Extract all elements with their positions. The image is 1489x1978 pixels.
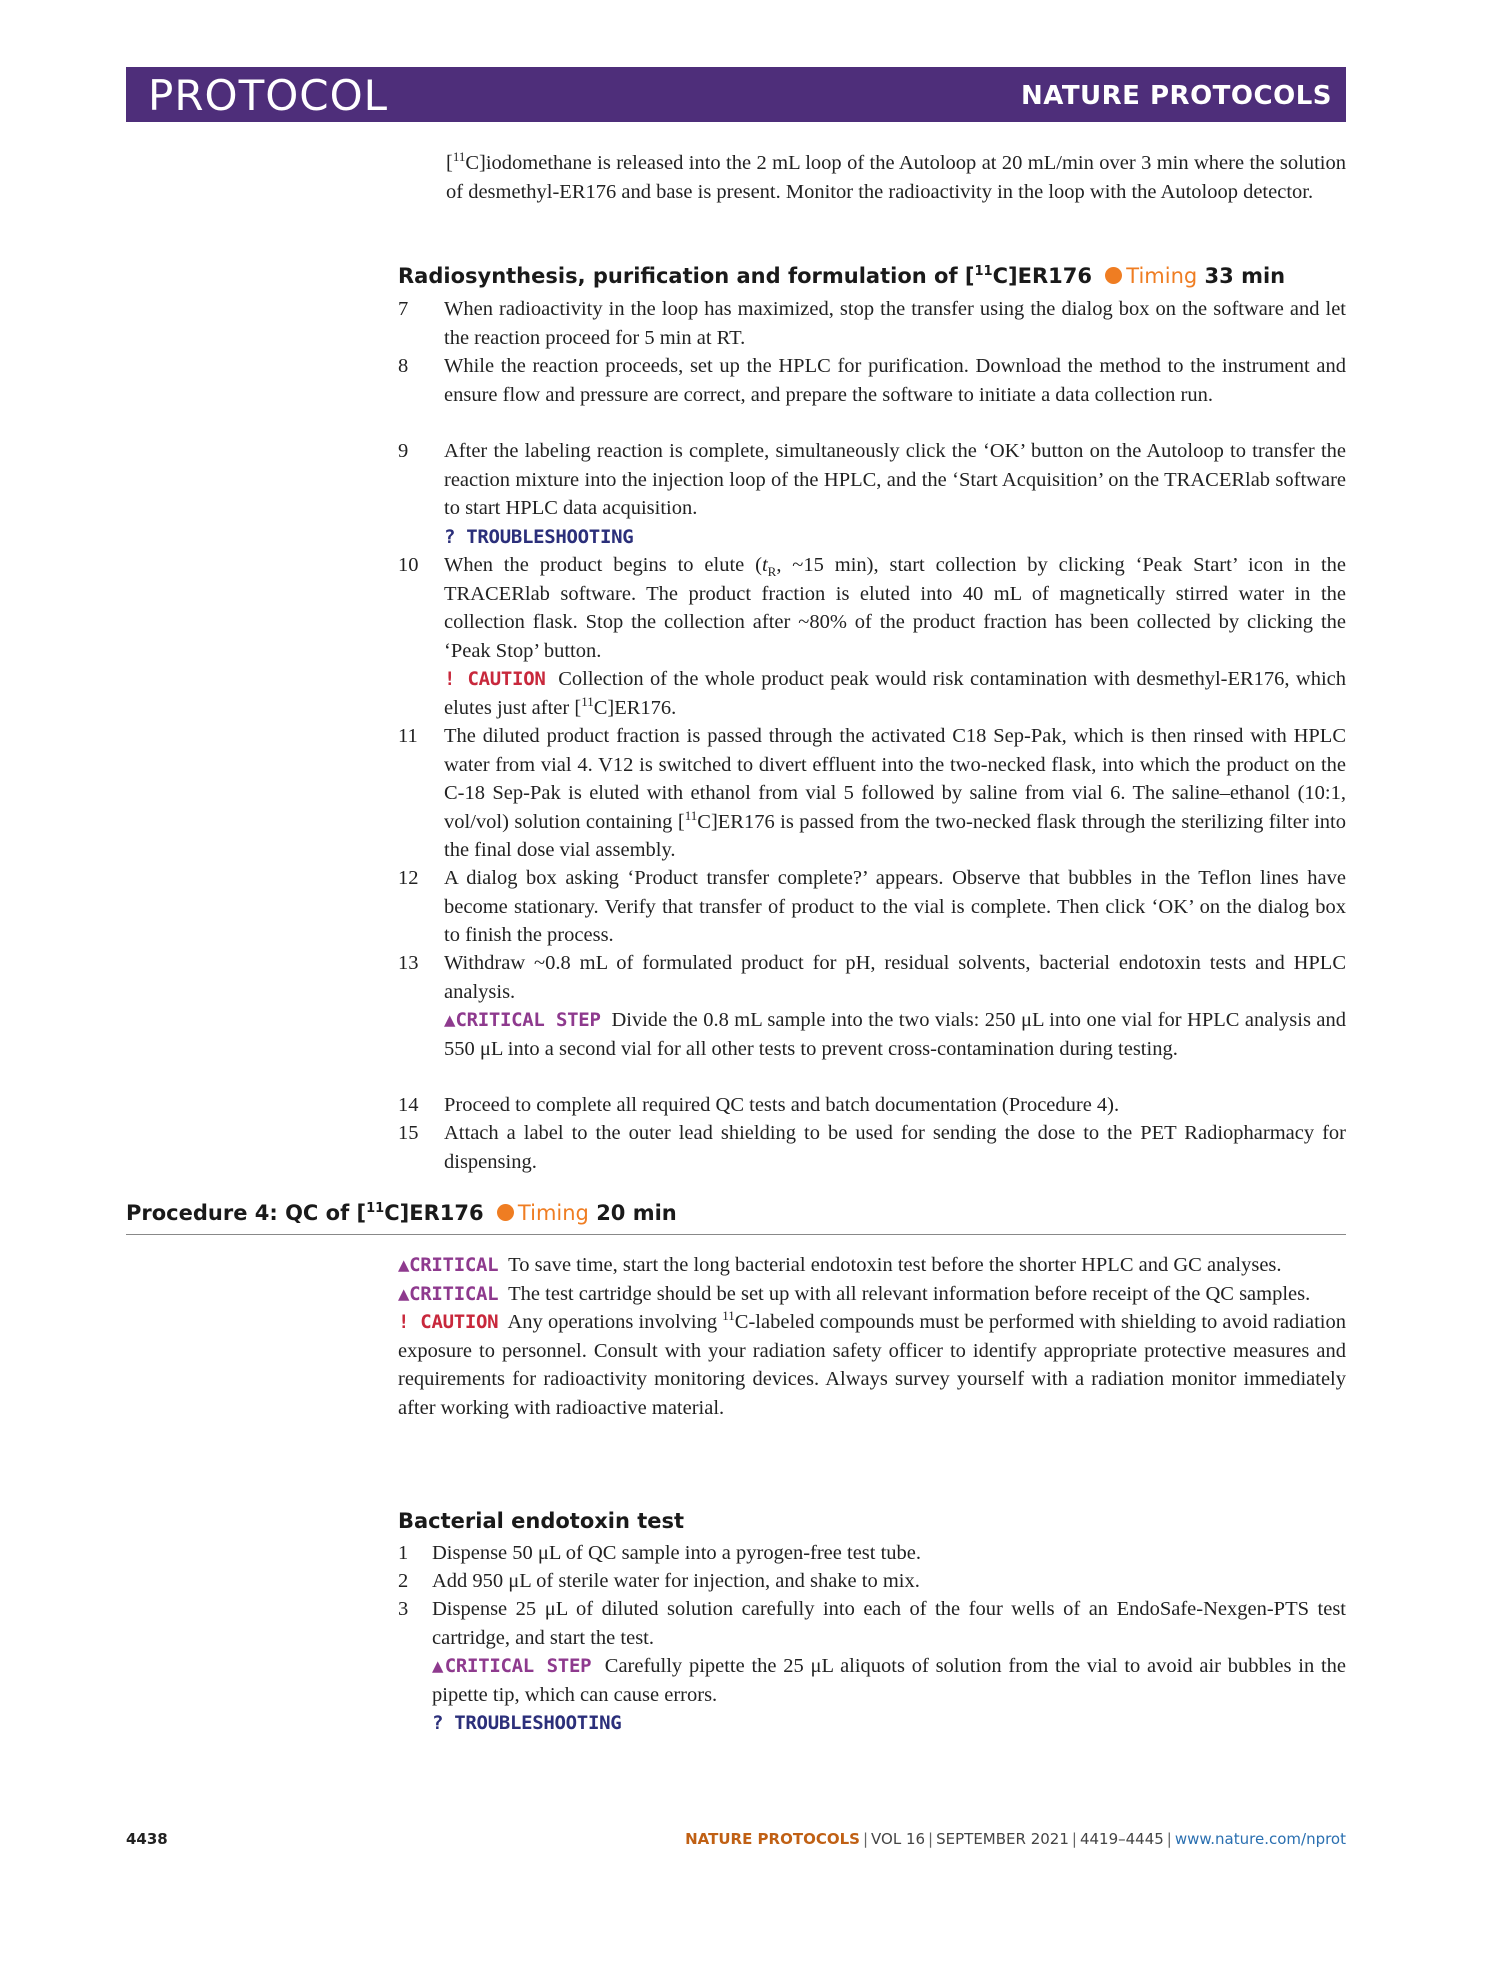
timing-dot-icon — [497, 1204, 514, 1221]
step-11: 11 The diluted product fraction is passed through the activated C18 Sep-Pak, which is then rinsed with HPLC water from vial 4. V12 is switched to divert effluent into the two-necked flask, into which the product on the C-18 Sep-Pak is eluted with ethanol from vial 5 followed by saline from vial 6. The saline–ethanol (10:1, vol/vol) solution containing [$^{11}$C]ER176 is passed from the two-necked flask through the sterilizing filter into the final dose vial assembly. — [398, 725, 1347, 861]
journal-label: NATURE PROTOCOLS — [1020, 81, 1332, 111]
page-number: 4438 — [126, 1830, 168, 1848]
troubleshooting-link[interactable]: ? TROUBLESHOOTING — [432, 1712, 622, 1734]
section-heading-procedure4: Procedure 4: QC of [$^{11}$C]ER176 Timing 20 min — [126, 1201, 677, 1225]
step-13: 13 Withdraw ~0.8 mL of formulated product for pH, residual solvents, bacterial endotoxin tests and HPLC analysis. ▲CRITICAL STEP Divide the 0.8 mL sample into the two vials: 250 μL into one vial for HPLC analysis and 550 μL into a second vial for all other tests to prevent cross-contamination during testing. — [398, 952, 1346, 1060]
header-banner — [126, 67, 1346, 122]
journal-url-link[interactable]: www.nature.com/nprot — [1174, 1830, 1346, 1848]
caution-tag: ! CAUTION — [444, 668, 546, 690]
step-8: 8 While the reaction proceeds, set up the HPLC for purification. Download the method to the instrument and ensure flow and pressure are correct, and prepare the software to initiate a data collection run. — [398, 355, 1346, 406]
step-12: 12 A dialog box asking ‘Product transfer complete?’ appears. Observe that bubbles in the Teflon lines have become stationary. Verify that transfer of product to the vial is complete. Then click ‘OK’ on the dialog box to finish the process. — [398, 867, 1346, 946]
step-9: 9 After the labeling reaction is complete, simultaneously click the ‘OK’ button on the Autoloop to transfer the reaction mixture into the injection loop of the HPLC, and the ‘Start Acquisition’ on the TRACERlab software to start HPLC data acquisition. ? TROUBLESHOOTING — [398, 440, 1346, 548]
endotoxin-step-2: 2 Add 950 μL of sterile water for injection, and shake to mix. — [398, 1570, 920, 1592]
step-15: 15 Attach a label to the outer lead shielding to be used for sending the dose to the PET Radiopharmacy for dispensing. — [398, 1122, 1346, 1173]
endotoxin-step-1: 1 Dispense 50 μL of QC sample into a pyrogen-free test tube. — [398, 1542, 922, 1564]
critical-step-tag: ▲CRITICAL STEP — [444, 1009, 601, 1031]
timing-label: Timing — [517, 1201, 589, 1225]
section-heading-radiosynthesis: Radiosynthesis, purification and formulation of [$^{11}$C]ER176 Timing 33 min — [398, 264, 1286, 288]
procedure4-notes — [398, 1251, 1346, 1422]
timing-value: 33 min — [1204, 264, 1286, 288]
protocol-label: PROTOCOL — [148, 71, 389, 120]
section-divider — [126, 1234, 1346, 1235]
intro-paragraph: [$^{11}$C]iodomethane is released into the 2 mL loop of the Autoloop at 20 mL/min over 3 min where the solution of desmethyl-ER176 and base is present. Monitor the radioactivity in the loop with the Autoloop detector. — [446, 149, 1346, 203]
critical-note-2: ▲CRITICAL The test cartridge should be set up with all relevant information before receipt of the QC samples. — [398, 1282, 1311, 1305]
troubleshooting-link[interactable]: ? TROUBLESHOOTING — [444, 525, 634, 548]
timing-dot-icon — [1105, 267, 1122, 284]
step-14: 14 Proceed to complete all required QC tests and batch documentation (Procedure 4). — [398, 1094, 1120, 1116]
critical-step-tag: ▲CRITICAL STEP — [432, 1655, 592, 1677]
timing-label: Timing — [1126, 264, 1198, 288]
step-7: 7 When radioactivity in the loop has maximized, stop the transfer using the dialog box on the software and let the reaction proceed for 5 min at RT. — [398, 298, 1346, 349]
caution-note: ! CAUTION Any operations involving $^{11}$C-labeled compounds must be performed with shielding to avoid radiation exposure to personnel. Consult with your radiation safety officer to identify appropriate protective measures and requirements for radioactivity monitoring devices. Always survey yourself with a radiation monitor immediately after working with radioactive material. — [398, 1308, 1346, 1419]
endotoxin-step-3: 3 Dispense 25 μL of diluted solution carefully into each of the four wells of an EndoSafe-Nexgen-PTS test cartridge, and start the test. ▲CRITICAL STEP Carefully pipette the 25 μL aliquots of solution from the vial to avoid air bubbles in the pipette tip, which can cause errors. ? TROUBLESHOOTING — [398, 1598, 1347, 1734]
subsection-heading-endotoxin: Bacterial endotoxin test — [398, 1509, 685, 1533]
timing-value: 20 min — [596, 1201, 677, 1225]
step-10: 10 When the product begins to elute ($t_R$, ~15 min), start collection by clicking ‘Peak Start’ icon in the TRACERlab software. The product fraction is eluted into 40 mL of magnetically stirred water in the collection flask. Stop the collection after ~80% of the product fraction has been collected by clicking the ‘Peak Stop’ button. ! CAUTION Collection of the whole product peak would risk contamination with desmethyl-ER176, which elutes just after [$^{11}$C]ER176. — [398, 554, 1347, 719]
footer-citation: NATURE PROTOCOLS | VOL 16 | SEPTEMBER 2021 | 4419–4445 | www.nature.com/nprot — [685, 1830, 1346, 1848]
critical-note-1: ▲CRITICAL To save time, start the long bacterial endotoxin test before the shorter HPLC and GC analyses. — [398, 1254, 1282, 1276]
